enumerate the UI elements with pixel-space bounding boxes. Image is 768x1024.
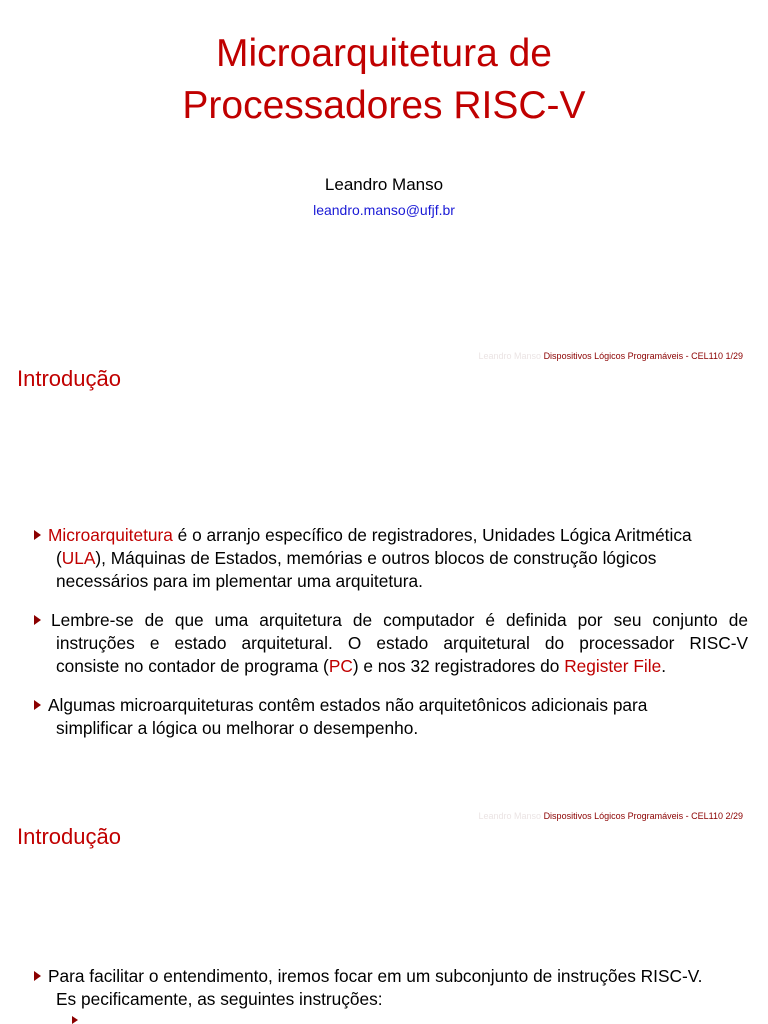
bullet-triangle-icon	[34, 530, 41, 540]
bullet-triangle-icon	[34, 700, 41, 710]
bullet-non-architectural	[34, 694, 748, 740]
slide-heading: Introdução	[17, 366, 121, 391]
bullet-microarchitecture	[34, 524, 748, 593]
slide-heading: Introdução	[17, 824, 121, 849]
slide-footer-2	[479, 811, 744, 821]
bullet-text: ), Máquinas de Estados, memórias e outros blocos de construção lógicos	[95, 548, 657, 568]
bullet-text: simplificar a lógica ou melhorar o desempenho.	[56, 718, 419, 738]
bullet-text: Algumas microarquiteturas contêm estados não arquitetônicos adicionais para	[48, 695, 648, 715]
bullet-text: consiste no contador de programa (	[56, 656, 329, 676]
bullet-text: instruções e estado arquitetural. O estado arquitetural do processador RISC-V	[56, 633, 748, 653]
bullet-text: ) e nos 32 registradores do	[352, 656, 565, 676]
term-register-file: Register File	[564, 656, 662, 676]
term-microarquitetura: Microarquitetura	[48, 525, 173, 545]
title-line-1: Microarquitetura de	[216, 32, 552, 75]
footer-author: Leandro Manso	[478, 811, 542, 821]
bullet-text: Lembre-se de que uma arquitetura de computador é definida por seu conjunto de	[51, 610, 748, 630]
author-email[interactable]: leandro.manso@ufjf.br	[313, 202, 455, 218]
footer-course: Dispositivos Lógicos Programáveis - CEL110 1/29	[543, 351, 743, 361]
bullet-text: é o arranjo específico de registradores, Unidades Lógica Aritmética	[172, 525, 692, 545]
footer-author: Leandro Manso	[478, 351, 542, 361]
bullet-text: .	[661, 656, 666, 676]
title-line-2: Processadores RISC-V	[182, 84, 586, 127]
sub-bullet-triangle-icon	[72, 1016, 78, 1024]
bullet-architecture	[34, 609, 748, 678]
bullet-text: Es pecificamente, as seguintes instruções:	[56, 989, 383, 1009]
bullet-subset	[34, 965, 748, 1011]
bullet-text: necessários para im plementar uma arquitetura.	[56, 571, 423, 591]
term-pc: PC	[328, 656, 353, 676]
bullet-triangle-icon	[34, 971, 41, 981]
slide-footer-1	[479, 351, 744, 361]
bullet-triangle-icon	[34, 615, 41, 625]
author-name: Leandro Manso	[324, 175, 444, 194]
term-ula: ULA	[61, 548, 96, 568]
bullet-text: Para facilitar o entendimento, iremos focar em um subconjunto de instruções RISC-V.	[48, 966, 703, 986]
bullet-text: (	[56, 548, 62, 568]
footer-course: Dispositivos Lógicos Programáveis - CEL110 2/29	[543, 811, 743, 821]
